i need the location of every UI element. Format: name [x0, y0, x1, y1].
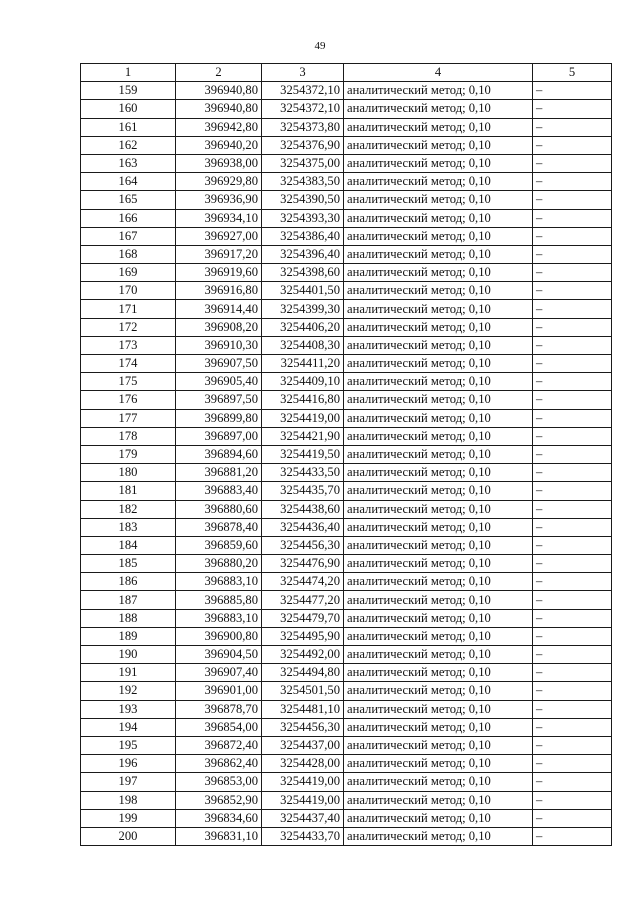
method-cell: аналитический метод; 0,10 — [344, 209, 533, 227]
y-coordinate-cell: 3254386,40 — [262, 227, 344, 245]
point-number-cell: 164 — [81, 173, 176, 191]
x-coordinate-cell: 396934,10 — [176, 209, 262, 227]
point-number-cell: 188 — [81, 609, 176, 627]
x-coordinate-cell: 396831,10 — [176, 827, 262, 845]
method-cell: аналитический метод; 0,10 — [344, 573, 533, 591]
point-number-cell: 184 — [81, 536, 176, 554]
x-coordinate-cell: 396936,90 — [176, 191, 262, 209]
x-coordinate-cell: 396917,20 — [176, 245, 262, 263]
x-coordinate-cell: 396907,50 — [176, 355, 262, 373]
point-number-cell: 182 — [81, 500, 176, 518]
table-row — [81, 100, 612, 118]
point-number-cell: 192 — [81, 682, 176, 700]
point-number-cell: 195 — [81, 736, 176, 754]
table-row — [81, 300, 612, 318]
method-cell: аналитический метод; 0,10 — [344, 191, 533, 209]
method-cell: аналитический метод; 0,10 — [344, 264, 533, 282]
point-number-cell: 200 — [81, 827, 176, 845]
point-number-cell: 198 — [81, 791, 176, 809]
note-cell: – — [533, 300, 612, 318]
method-cell: аналитический метод; 0,10 — [344, 373, 533, 391]
y-coordinate-cell: 3254436,40 — [262, 518, 344, 536]
note-cell: – — [533, 282, 612, 300]
table-row — [81, 718, 612, 736]
note-cell: – — [533, 827, 612, 845]
note-cell: – — [533, 664, 612, 682]
method-cell: аналитический метод; 0,10 — [344, 518, 533, 536]
y-coordinate-cell: 3254411,20 — [262, 355, 344, 373]
y-coordinate-cell: 3254376,90 — [262, 136, 344, 154]
note-cell: – — [533, 464, 612, 482]
method-cell: аналитический метод; 0,10 — [344, 100, 533, 118]
y-coordinate-cell: 3254433,50 — [262, 464, 344, 482]
note-cell: – — [533, 627, 612, 645]
method-cell: аналитический метод; 0,10 — [344, 173, 533, 191]
header-col-4: 4 — [344, 64, 533, 82]
note-cell: – — [533, 136, 612, 154]
y-coordinate-cell: 3254437,00 — [262, 736, 344, 754]
note-cell: – — [533, 118, 612, 136]
x-coordinate-cell: 396834,60 — [176, 809, 262, 827]
y-coordinate-cell: 3254421,90 — [262, 427, 344, 445]
x-coordinate-cell: 396852,90 — [176, 791, 262, 809]
y-coordinate-cell: 3254372,10 — [262, 100, 344, 118]
x-coordinate-cell: 396929,80 — [176, 173, 262, 191]
method-cell: аналитический метод; 0,10 — [344, 318, 533, 336]
x-coordinate-cell: 396885,80 — [176, 591, 262, 609]
note-cell: – — [533, 573, 612, 591]
table-row — [81, 646, 612, 664]
x-coordinate-cell: 396880,20 — [176, 555, 262, 573]
point-number-cell: 196 — [81, 755, 176, 773]
note-cell: – — [533, 264, 612, 282]
point-number-cell: 163 — [81, 154, 176, 172]
x-coordinate-cell: 396919,60 — [176, 264, 262, 282]
note-cell: – — [533, 809, 612, 827]
header-col-2: 2 — [176, 64, 262, 82]
y-coordinate-cell: 3254419,00 — [262, 773, 344, 791]
note-cell: – — [533, 736, 612, 754]
table-row — [81, 445, 612, 463]
point-number-cell: 159 — [81, 82, 176, 100]
note-cell: – — [533, 773, 612, 791]
x-coordinate-cell: 396908,20 — [176, 318, 262, 336]
y-coordinate-cell: 3254408,30 — [262, 336, 344, 354]
table-row — [81, 191, 612, 209]
method-cell: аналитический метод; 0,10 — [344, 227, 533, 245]
method-cell: аналитический метод; 0,10 — [344, 755, 533, 773]
method-cell: аналитический метод; 0,10 — [344, 300, 533, 318]
note-cell: – — [533, 482, 612, 500]
note-cell: – — [533, 336, 612, 354]
y-coordinate-cell: 3254435,70 — [262, 482, 344, 500]
y-coordinate-cell: 3254456,30 — [262, 536, 344, 554]
y-coordinate-cell: 3254495,90 — [262, 627, 344, 645]
point-number-cell: 161 — [81, 118, 176, 136]
table-row — [81, 755, 612, 773]
method-cell: аналитический метод; 0,10 — [344, 609, 533, 627]
method-cell: аналитический метод; 0,10 — [344, 409, 533, 427]
point-number-cell: 167 — [81, 227, 176, 245]
point-number-cell: 178 — [81, 427, 176, 445]
point-number-cell: 181 — [81, 482, 176, 500]
table-row — [81, 682, 612, 700]
method-cell: аналитический метод; 0,10 — [344, 427, 533, 445]
x-coordinate-cell: 396901,00 — [176, 682, 262, 700]
y-coordinate-cell: 3254476,90 — [262, 555, 344, 573]
y-coordinate-cell: 3254390,50 — [262, 191, 344, 209]
point-number-cell: 194 — [81, 718, 176, 736]
table-row — [81, 209, 612, 227]
point-number-cell: 170 — [81, 282, 176, 300]
method-cell: аналитический метод; 0,10 — [344, 591, 533, 609]
x-coordinate-cell: 396899,80 — [176, 409, 262, 427]
point-number-cell: 176 — [81, 391, 176, 409]
y-coordinate-cell: 3254398,60 — [262, 264, 344, 282]
y-coordinate-cell: 3254492,00 — [262, 646, 344, 664]
table-row — [81, 264, 612, 282]
method-cell: аналитический метод; 0,10 — [344, 555, 533, 573]
table-row — [81, 82, 612, 100]
x-coordinate-cell: 396854,00 — [176, 718, 262, 736]
x-coordinate-cell: 396878,70 — [176, 700, 262, 718]
y-coordinate-cell: 3254494,80 — [262, 664, 344, 682]
note-cell: – — [533, 82, 612, 100]
method-cell: аналитический метод; 0,10 — [344, 464, 533, 482]
note-cell: – — [533, 391, 612, 409]
x-coordinate-cell: 396940,80 — [176, 82, 262, 100]
table-row — [81, 791, 612, 809]
table-row — [81, 736, 612, 754]
point-number-cell: 165 — [81, 191, 176, 209]
method-cell: аналитический метод; 0,10 — [344, 154, 533, 172]
y-coordinate-cell: 3254474,20 — [262, 573, 344, 591]
method-cell: аналитический метод; 0,10 — [344, 664, 533, 682]
y-coordinate-cell: 3254477,20 — [262, 591, 344, 609]
x-coordinate-cell: 396883,10 — [176, 573, 262, 591]
x-coordinate-cell: 396883,40 — [176, 482, 262, 500]
method-cell: аналитический метод; 0,10 — [344, 700, 533, 718]
method-cell: аналитический метод; 0,10 — [344, 536, 533, 554]
table-row — [81, 664, 612, 682]
point-number-cell: 177 — [81, 409, 176, 427]
x-coordinate-cell: 396883,10 — [176, 609, 262, 627]
note-cell: – — [533, 154, 612, 172]
y-coordinate-cell: 3254428,00 — [262, 755, 344, 773]
x-coordinate-cell: 396872,40 — [176, 736, 262, 754]
point-number-cell: 183 — [81, 518, 176, 536]
y-coordinate-cell: 3254399,30 — [262, 300, 344, 318]
method-cell: аналитический метод; 0,10 — [344, 791, 533, 809]
method-cell: аналитический метод; 0,10 — [344, 500, 533, 518]
table-row — [81, 627, 612, 645]
table-row — [81, 427, 612, 445]
x-coordinate-cell: 396878,40 — [176, 518, 262, 536]
table-row — [81, 591, 612, 609]
y-coordinate-cell: 3254383,50 — [262, 173, 344, 191]
table-row — [81, 482, 612, 500]
method-cell: аналитический метод; 0,10 — [344, 355, 533, 373]
x-coordinate-cell: 396940,80 — [176, 100, 262, 118]
x-coordinate-cell: 396853,00 — [176, 773, 262, 791]
table-row — [81, 154, 612, 172]
method-cell: аналитический метод; 0,10 — [344, 118, 533, 136]
method-cell: аналитический метод; 0,10 — [344, 646, 533, 664]
y-coordinate-cell: 3254401,50 — [262, 282, 344, 300]
note-cell: – — [533, 536, 612, 554]
method-cell: аналитический метод; 0,10 — [344, 282, 533, 300]
y-coordinate-cell: 3254456,30 — [262, 718, 344, 736]
y-coordinate-cell: 3254393,30 — [262, 209, 344, 227]
header-col-3: 3 — [262, 64, 344, 82]
method-cell: аналитический метод; 0,10 — [344, 391, 533, 409]
y-coordinate-cell: 3254419,50 — [262, 445, 344, 463]
table-row — [81, 518, 612, 536]
table-row — [81, 609, 612, 627]
y-coordinate-cell: 3254416,80 — [262, 391, 344, 409]
x-coordinate-cell: 396938,00 — [176, 154, 262, 172]
x-coordinate-cell: 396900,80 — [176, 627, 262, 645]
note-cell: – — [533, 518, 612, 536]
point-number-cell: 199 — [81, 809, 176, 827]
table-row — [81, 245, 612, 263]
method-cell: аналитический метод; 0,10 — [344, 445, 533, 463]
note-cell: – — [533, 591, 612, 609]
note-cell: – — [533, 318, 612, 336]
note-cell: – — [533, 227, 612, 245]
note-cell: – — [533, 209, 612, 227]
header-row — [81, 64, 612, 82]
x-coordinate-cell: 396940,20 — [176, 136, 262, 154]
point-number-cell: 187 — [81, 591, 176, 609]
note-cell: – — [533, 173, 612, 191]
header-col-1: 1 — [81, 64, 176, 82]
method-cell: аналитический метод; 0,10 — [344, 827, 533, 845]
x-coordinate-cell: 396859,60 — [176, 536, 262, 554]
note-cell: – — [533, 700, 612, 718]
table-row — [81, 373, 612, 391]
x-coordinate-cell: 396916,80 — [176, 282, 262, 300]
x-coordinate-cell: 396942,80 — [176, 118, 262, 136]
x-coordinate-cell: 396907,40 — [176, 664, 262, 682]
y-coordinate-cell: 3254438,60 — [262, 500, 344, 518]
x-coordinate-cell: 396914,40 — [176, 300, 262, 318]
note-cell: – — [533, 100, 612, 118]
method-cell: аналитический метод; 0,10 — [344, 627, 533, 645]
note-cell: – — [533, 646, 612, 664]
table-row — [81, 409, 612, 427]
point-number-cell: 174 — [81, 355, 176, 373]
table-row — [81, 700, 612, 718]
note-cell: – — [533, 245, 612, 263]
note-cell: – — [533, 609, 612, 627]
point-number-cell: 186 — [81, 573, 176, 591]
x-coordinate-cell: 396897,50 — [176, 391, 262, 409]
table-row — [81, 282, 612, 300]
method-cell: аналитический метод; 0,10 — [344, 336, 533, 354]
x-coordinate-cell: 396927,00 — [176, 227, 262, 245]
method-cell: аналитический метод; 0,10 — [344, 773, 533, 791]
table-row — [81, 464, 612, 482]
point-number-cell: 185 — [81, 555, 176, 573]
table-row — [81, 391, 612, 409]
table-header — [81, 64, 612, 82]
x-coordinate-cell: 396880,60 — [176, 500, 262, 518]
y-coordinate-cell: 3254375,00 — [262, 154, 344, 172]
point-number-cell: 173 — [81, 336, 176, 354]
x-coordinate-cell: 396894,60 — [176, 445, 262, 463]
table-row — [81, 136, 612, 154]
y-coordinate-cell: 3254372,10 — [262, 82, 344, 100]
y-coordinate-cell: 3254419,00 — [262, 791, 344, 809]
y-coordinate-cell: 3254419,00 — [262, 409, 344, 427]
table-row — [81, 500, 612, 518]
note-cell: – — [533, 427, 612, 445]
point-number-cell: 191 — [81, 664, 176, 682]
method-cell: аналитический метод; 0,10 — [344, 245, 533, 263]
note-cell: – — [533, 373, 612, 391]
table-row — [81, 227, 612, 245]
point-number-cell: 189 — [81, 627, 176, 645]
table-body — [81, 82, 612, 846]
y-coordinate-cell: 3254409,10 — [262, 373, 344, 391]
note-cell: – — [533, 555, 612, 573]
point-number-cell: 166 — [81, 209, 176, 227]
y-coordinate-cell: 3254501,50 — [262, 682, 344, 700]
coordinates-table — [80, 63, 612, 846]
note-cell: – — [533, 355, 612, 373]
method-cell: аналитический метод; 0,10 — [344, 736, 533, 754]
x-coordinate-cell: 396881,20 — [176, 464, 262, 482]
point-number-cell: 169 — [81, 264, 176, 282]
note-cell: – — [533, 500, 612, 518]
method-cell: аналитический метод; 0,10 — [344, 718, 533, 736]
method-cell: аналитический метод; 0,10 — [344, 136, 533, 154]
y-coordinate-cell: 3254433,70 — [262, 827, 344, 845]
method-cell: аналитический метод; 0,10 — [344, 682, 533, 700]
note-cell: – — [533, 682, 612, 700]
x-coordinate-cell: 396904,50 — [176, 646, 262, 664]
point-number-cell: 172 — [81, 318, 176, 336]
method-cell: аналитический метод; 0,10 — [344, 482, 533, 500]
table-row — [81, 827, 612, 845]
point-number-cell: 179 — [81, 445, 176, 463]
y-coordinate-cell: 3254479,70 — [262, 609, 344, 627]
table-row — [81, 555, 612, 573]
point-number-cell: 190 — [81, 646, 176, 664]
table-row — [81, 536, 612, 554]
header-col-5: 5 — [533, 64, 612, 82]
table-row — [81, 318, 612, 336]
note-cell: – — [533, 445, 612, 463]
x-coordinate-cell: 396862,40 — [176, 755, 262, 773]
method-cell: аналитический метод; 0,10 — [344, 809, 533, 827]
point-number-cell: 171 — [81, 300, 176, 318]
note-cell: – — [533, 191, 612, 209]
point-number-cell: 168 — [81, 245, 176, 263]
x-coordinate-cell: 396905,40 — [176, 373, 262, 391]
note-cell: – — [533, 409, 612, 427]
table-row — [81, 773, 612, 791]
table-row — [81, 336, 612, 354]
table-row — [81, 173, 612, 191]
y-coordinate-cell: 3254437,40 — [262, 809, 344, 827]
y-coordinate-cell: 3254406,20 — [262, 318, 344, 336]
method-cell: аналитический метод; 0,10 — [344, 82, 533, 100]
point-number-cell: 193 — [81, 700, 176, 718]
y-coordinate-cell: 3254396,40 — [262, 245, 344, 263]
point-number-cell: 162 — [81, 136, 176, 154]
x-coordinate-cell: 396897,00 — [176, 427, 262, 445]
table-row — [81, 118, 612, 136]
point-number-cell: 197 — [81, 773, 176, 791]
point-number-cell: 180 — [81, 464, 176, 482]
note-cell: – — [533, 791, 612, 809]
note-cell: – — [533, 755, 612, 773]
page-number: 49 — [314, 40, 326, 52]
point-number-cell: 160 — [81, 100, 176, 118]
y-coordinate-cell: 3254373,80 — [262, 118, 344, 136]
table-row — [81, 355, 612, 373]
point-number-cell: 175 — [81, 373, 176, 391]
note-cell: – — [533, 718, 612, 736]
table-row — [81, 809, 612, 827]
y-coordinate-cell: 3254481,10 — [262, 700, 344, 718]
x-coordinate-cell: 396910,30 — [176, 336, 262, 354]
table-row — [81, 573, 612, 591]
